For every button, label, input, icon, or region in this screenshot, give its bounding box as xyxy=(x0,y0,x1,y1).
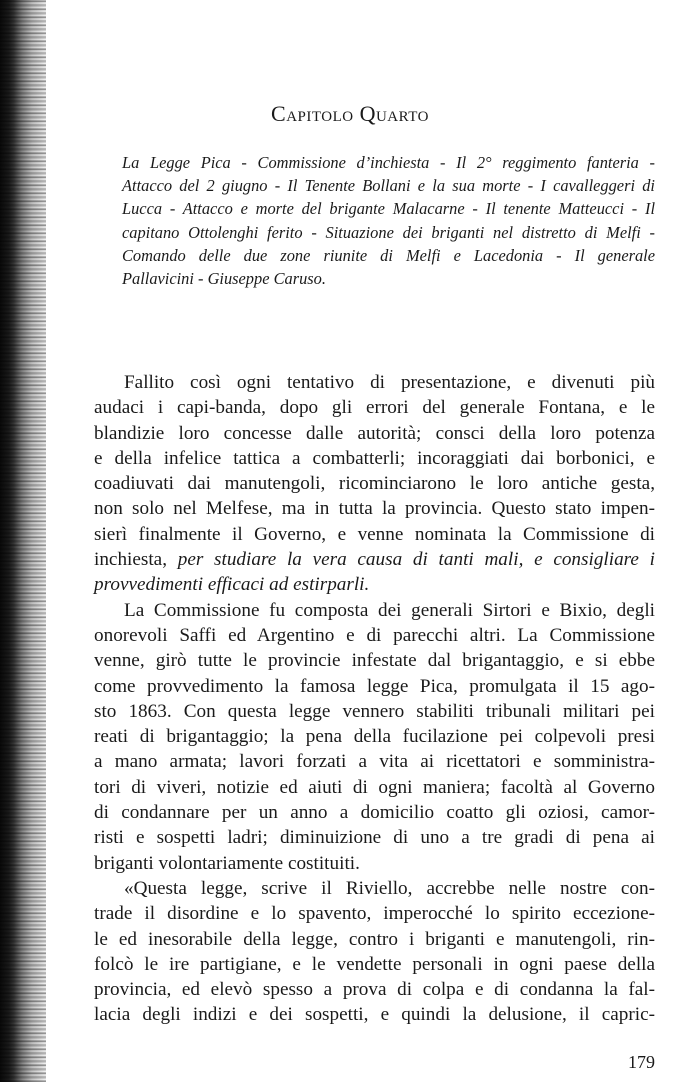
summary-line: Attacco del 2 giugno - Il Tenente Bollani e la sua morte - I cavalleggeri di xyxy=(122,176,655,196)
body-line: coadiuvati dai manutengoli, ricominciarono le loro antiche gesta, xyxy=(94,473,655,495)
body-line xyxy=(94,572,655,597)
body-line: sierì finalmente il Governo, e venne nominata la Commissione di xyxy=(94,523,655,545)
body-line: non solo nel Melfese, ma in tutta la provincia. Questo stato impen- xyxy=(94,498,655,520)
chapter-summary xyxy=(122,151,655,290)
body-text xyxy=(94,370,655,1028)
body-line: sto 1863. Con questa legge vennero stabiliti tribunali militari pei xyxy=(94,700,655,722)
body-line: lacia degli indizi e dei sospetti, e quindi la delusione, il capric- xyxy=(94,1004,655,1026)
body-line: La Commissione fu composta dei generali Sirtori e Bixio, degli xyxy=(124,599,655,621)
body-line: a mano armata; lavori forzati a vita ai ricettatori e somministra- xyxy=(94,751,655,773)
body-line: risti e sospetti ladri; diminuizione di uno a tre gradi di pena ai xyxy=(94,827,655,849)
body-line xyxy=(94,547,655,572)
body-line: e della infelice tattica a combatterli; incoraggiati dai borbonici, e xyxy=(94,447,655,469)
body-line: folcò le ire partigiane, e le vendette personali in ogni paese della xyxy=(94,953,655,975)
summary-line: Lucca - Attacco e morte del brigante Malacarne - Il tenente Matteucci - Il xyxy=(122,199,655,219)
summary-line: Pallavicini - Giuseppe Caruso. xyxy=(122,269,326,289)
body-line: provincia, ed elevò spesso a prova di colpa e di condanna la fal- xyxy=(94,979,655,1001)
body-line-italic: provvedimenti efficaci ad estirparli. xyxy=(94,574,370,596)
body-line: audaci i capi-banda, dopo gli errori del generale Fontana, e le xyxy=(94,397,655,419)
body-line: come provvedimento la famosa legge Pica, promulgata il 15 ago- xyxy=(94,675,655,697)
body-line: le ed inesorabile della legge, contro i briganti e manutengoli, rin- xyxy=(94,928,655,950)
body-line: tori di viveri, notizie ed aiuti di ogni maniera; facoltà al Governo xyxy=(94,776,655,798)
body-line: briganti volontariamente costituiti. xyxy=(94,852,360,874)
body-line: trade il disordine e lo spavento, imperocché lo spirito eccezione- xyxy=(94,903,655,925)
body-line-text: inchiesta, xyxy=(94,549,167,571)
summary-line: La Legge Pica - Commissione d’inchiesta - Il 2° reggimento fanteria - xyxy=(122,153,655,172)
book-binding-edge xyxy=(0,0,46,1082)
body-line: Fallito così ogni tentativo di presentazione, e divenuti più xyxy=(124,372,655,393)
body-line: onorevoli Saffi ed Argentino e di parecchi altri. La Commissione xyxy=(94,624,655,646)
body-line: reati di brigantaggio; la pena della fucilazione pei colpevoli presi xyxy=(94,726,655,748)
body-line: «Questa legge, scrive il Riviello, accrebbe nelle nostre con- xyxy=(124,877,655,899)
body-line-italic: per studiare la vera causa di tanti mali, e consigliare i xyxy=(177,549,656,571)
body-line: di condannare per un anno a domicilio coatto gli oziosi, camor- xyxy=(94,802,655,824)
chapter-title: Capitolo Quarto xyxy=(271,101,429,126)
summary-line: Comando delle due zone riunite di Melfi e Lacedonia - Il generale xyxy=(122,245,655,265)
body-line: blandizie loro concesse dalle autorità; consci della loro potenza xyxy=(94,422,655,444)
body-line: venne, girò tutte le provincie infestate dal brigantaggio, e si ebbe xyxy=(94,650,655,672)
summary-line: capitano Ottolenghi ferito - Situazione dei briganti nel distretto di Melfi - xyxy=(122,222,655,242)
page-number: 179 xyxy=(628,1052,655,1072)
